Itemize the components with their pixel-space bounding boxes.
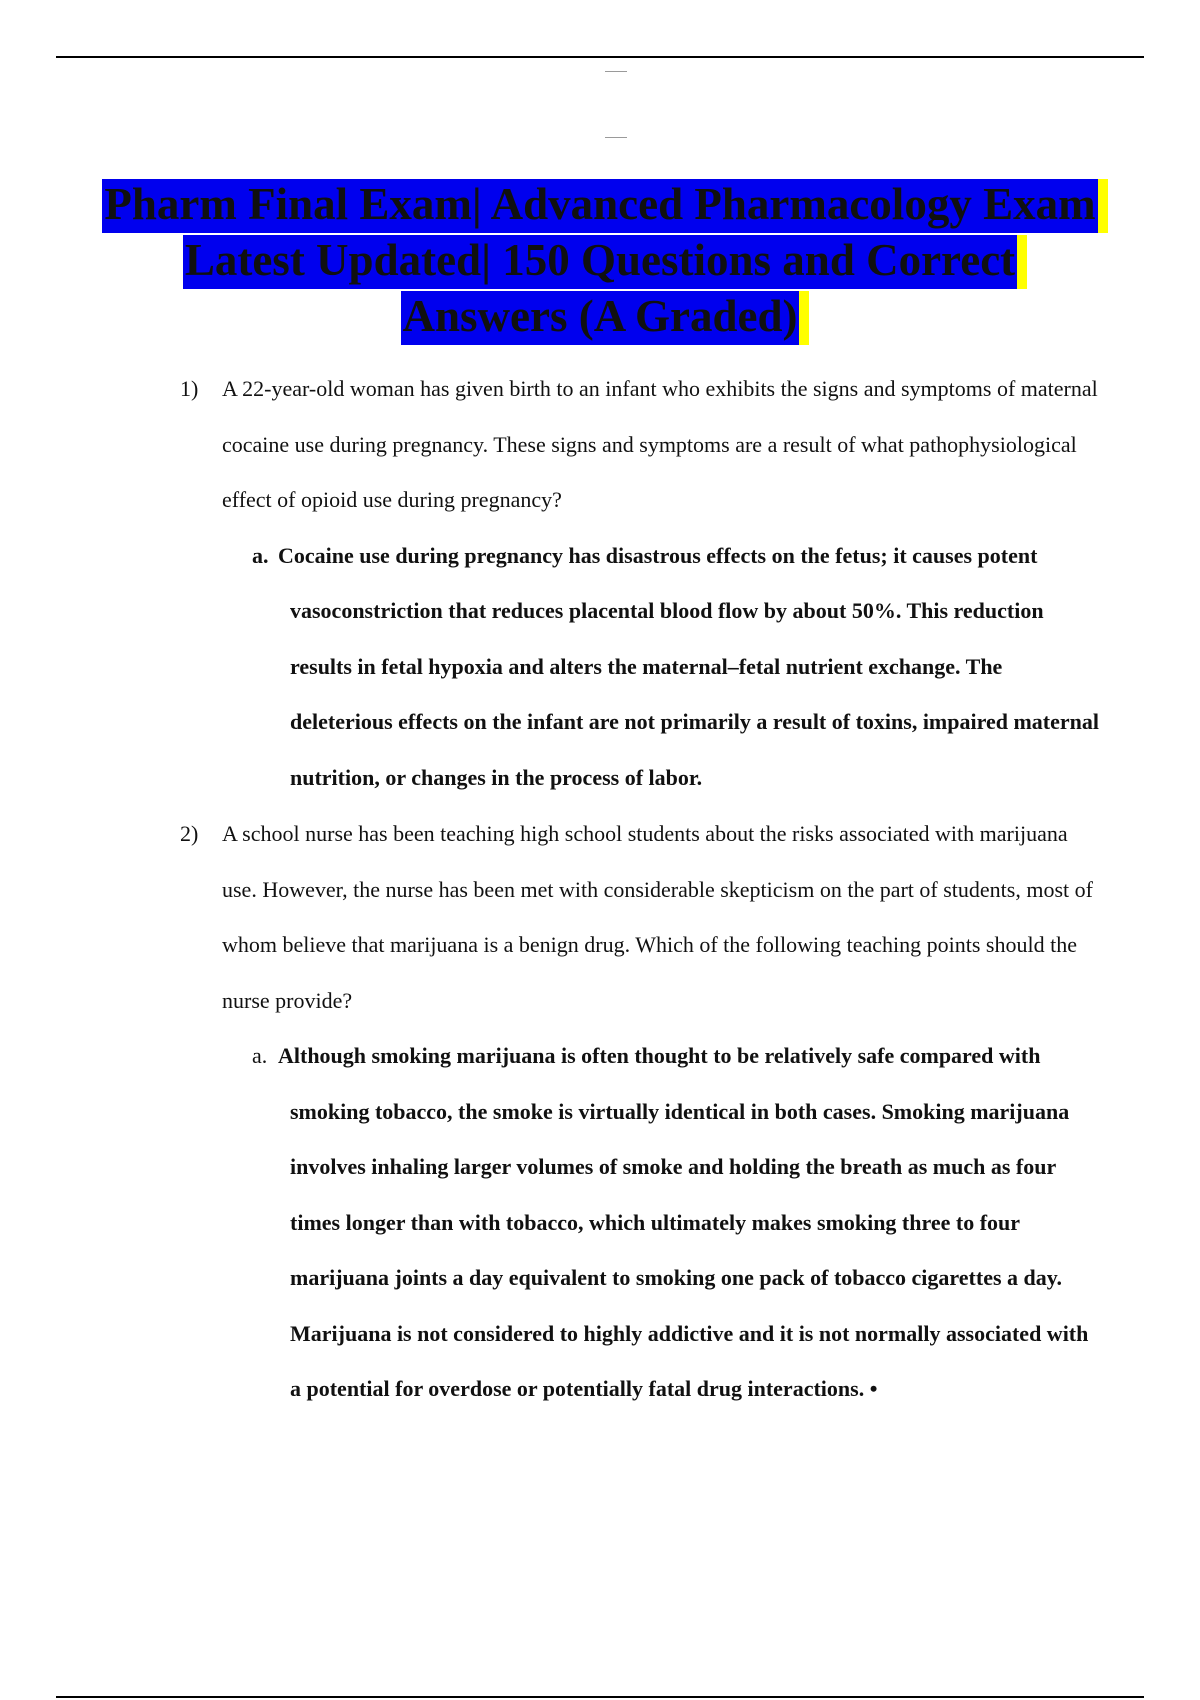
question-1 <box>180 361 1100 528</box>
question-number: 1) <box>180 376 199 401</box>
question-text: A 22-year-old woman has given birth to an infant who exhibits the signs and symptoms of maternal cocaine use during pregnancy. These signs and symptoms are a result of what pathophysiological effect of opioid use during pregnancy? <box>222 376 1098 512</box>
footer-rule <box>56 1696 1144 1698</box>
header-mark <box>605 71 627 72</box>
question-block-2 <box>180 806 1100 1417</box>
header-rule <box>56 56 1144 58</box>
answer-letter: a. <box>252 1043 268 1068</box>
document-title <box>100 176 1100 344</box>
document-title-text: Pharm Final Exam| Advanced Pharmacology Exam Latest Updated| 150 Questions and Correct Answers (A Graded) <box>102 179 1097 345</box>
answer-2 <box>252 1028 1100 1417</box>
question-text: A school nurse has been teaching high school students about the risks associated with marijuana use. However, the nurse has been met with considerable skepticism on the part of students, most of whom believe that marijuana is a benign drug. Which of the following teaching points should the nurse provide? <box>222 821 1093 1013</box>
answer-1 <box>252 528 1100 806</box>
answer-text: Cocaine use during pregnancy has disastrous effects on the fetus; it causes potent vasoconstriction that reduces placental blood flow by about 50%. This reduction results in fetal hypoxia and alters the maternal–fetal nutrient exchange. The deleterious effects on the infant are not primarily a result of toxins, impaired maternal nutrition, or changes in the process of labor. <box>278 542 1100 790</box>
answer-text: Although smoking marijuana is often thought to be relatively safe compared with smoking tobacco, the smoke is virtually identical in both cases. Smoking marijuana involves inhaling larger volumes of smoke and holding the breath as much as four times longer than with tobacco, which ultimately makes smoking three to four marijuana joints a day equivalent to smoking one pack of tobacco cigarettes a day. Marijuana is not considered to highly addictive and it is not normally associated with a potential for overdose or potentially fatal drug interactions. • <box>278 1043 1089 1401</box>
answer-letter: a. <box>252 542 269 568</box>
question-2 <box>180 806 1100 1028</box>
header-mark <box>605 137 627 138</box>
question-block-1 <box>180 361 1100 805</box>
question-number: 2) <box>180 821 199 846</box>
